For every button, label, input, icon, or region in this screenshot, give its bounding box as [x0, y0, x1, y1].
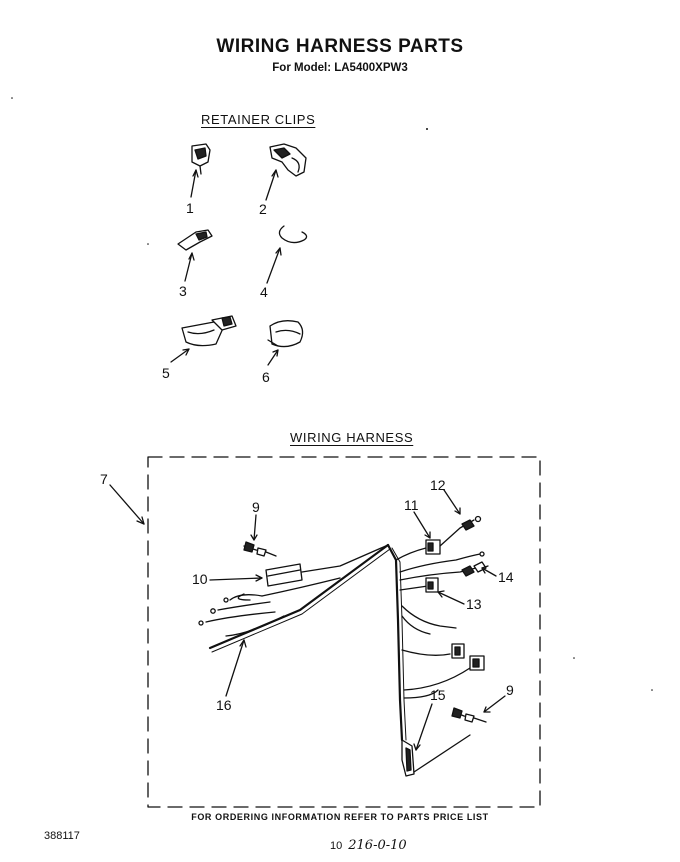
retainer-clip-3 — [178, 230, 212, 250]
callout-11: 11 — [404, 497, 419, 513]
document-number: 388117 — [44, 830, 80, 842]
callout-14: 14 — [498, 569, 514, 585]
terminal-9-upper — [244, 542, 276, 556]
connector-lower-2 — [470, 656, 484, 670]
callout-16: 16 — [216, 697, 232, 713]
leader-4 — [267, 248, 280, 283]
terminal-12 — [462, 517, 481, 531]
leader-16 — [226, 640, 244, 696]
leader-7 — [110, 485, 144, 524]
callout-6: 6 — [262, 369, 270, 385]
connector-13 — [426, 578, 438, 592]
callout-5: 5 — [162, 365, 170, 381]
scan-specks — [11, 97, 653, 691]
leader-2 — [266, 170, 276, 200]
terminal-9-lower — [452, 708, 486, 722]
callout-7: 7 — [100, 471, 108, 487]
leader-11 — [414, 512, 430, 538]
page-number-value: 10 — [330, 840, 343, 852]
connector-15 — [402, 740, 414, 776]
leader-12 — [444, 490, 460, 514]
retainer-clip-4 — [279, 226, 306, 243]
handwritten-note: 216-0-10 — [348, 838, 407, 853]
page-number — [330, 838, 407, 853]
page-title: WIRING HARNESS PARTS — [216, 36, 464, 57]
leader-13 — [438, 592, 464, 604]
harness-frame — [148, 457, 540, 807]
callout-4: 4 — [260, 284, 268, 300]
leader-10 — [210, 578, 262, 580]
callout-9-upper: 9 — [252, 499, 260, 515]
connector-10 — [266, 564, 302, 586]
connector-lower-1 — [452, 644, 464, 658]
wiring-harness-heading: WIRING HARNESS — [290, 430, 414, 445]
callout-2: 2 — [259, 201, 267, 217]
callout-10: 10 — [192, 571, 208, 587]
callout-15: 15 — [430, 687, 446, 703]
harness-trunk-vertical — [388, 545, 402, 740]
callout-13: 13 — [466, 596, 482, 612]
callout-3: 3 — [179, 283, 187, 299]
leader-9-lower — [484, 696, 505, 712]
leader-3 — [185, 253, 192, 281]
branch-wire — [230, 595, 262, 600]
callout-9-lower: 9 — [506, 682, 514, 698]
retainer-clip-5 — [182, 316, 236, 346]
retainer-clip-1 — [192, 144, 210, 174]
retainer-clip-6 — [268, 321, 303, 347]
retainer-clips-heading: RETAINER CLIPS — [201, 112, 316, 127]
callout-1: 1 — [186, 200, 194, 216]
model-subtitle: For Model: LA5400XPW3 — [272, 62, 408, 74]
ordering-note: FOR ORDERING INFORMATION REFER TO PARTS PRICE LIST — [191, 812, 489, 822]
callout-12: 12 — [430, 477, 446, 493]
connector-11 — [426, 540, 440, 554]
leader-15 — [416, 704, 432, 750]
